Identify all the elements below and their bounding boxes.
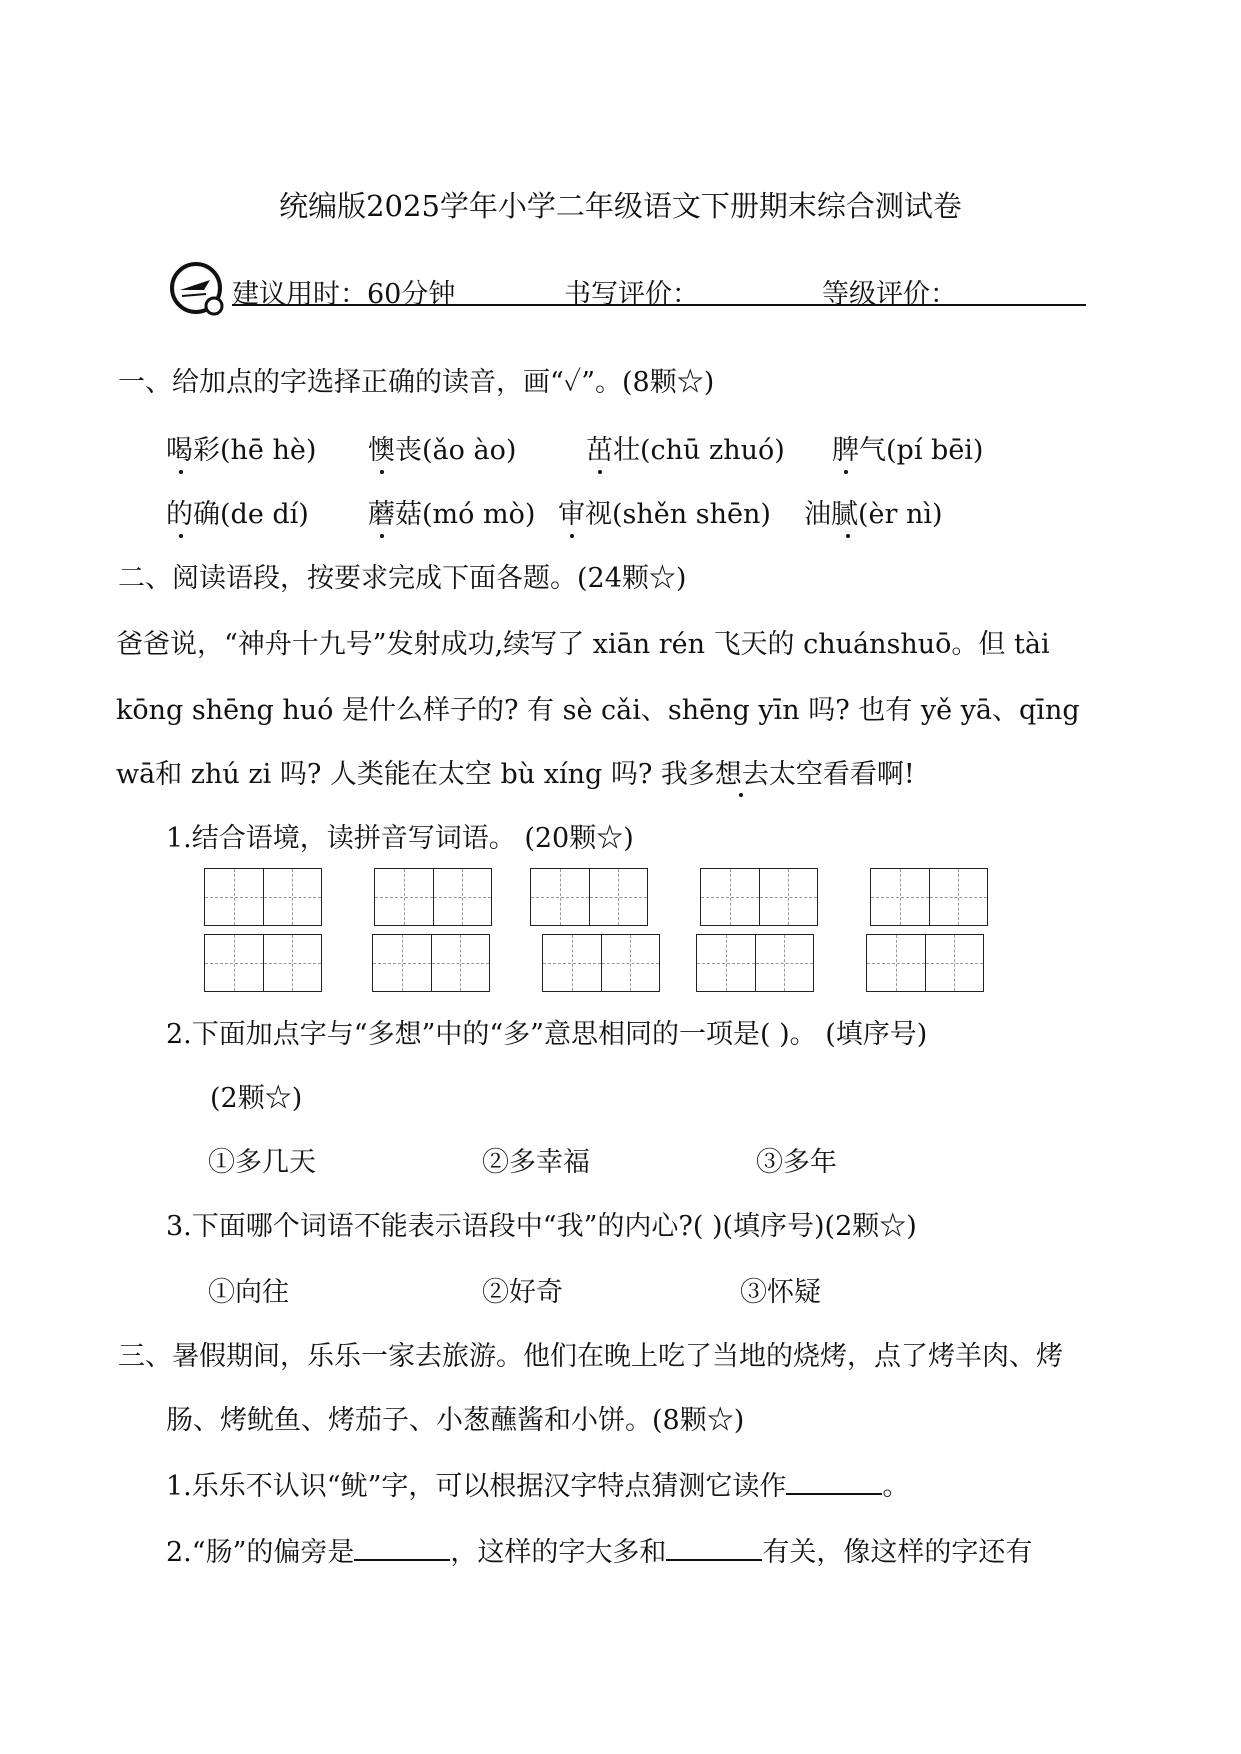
option-item: ②好奇 (482, 1277, 563, 1308)
writing-grid[interactable] (374, 868, 492, 926)
question-3-2 (166, 1530, 1032, 1569)
emphasis-dot (570, 534, 574, 538)
question-2-2: 2.下面加点字与“多想”中的“多”意思相同的一项是( )。 (填序号) (166, 1019, 928, 1050)
option-item: ①多几天 (208, 1147, 316, 1178)
writing-grid[interactable] (866, 934, 984, 992)
writing-grid[interactable] (696, 934, 814, 992)
writing-grid[interactable] (204, 934, 322, 992)
answer-blank[interactable] (786, 1492, 882, 1495)
reading-passage-line: kōng shēng huó 是什么样子的? 有 sè cǎi、shēng yīn 吗? 也有 yě yā、qīng (116, 695, 1080, 726)
pinyin-choice: 脾气(pí bēi) (832, 435, 984, 466)
option-item: ①向往 (208, 1277, 289, 1308)
writing-grid[interactable] (542, 934, 660, 992)
writing-grid[interactable] (700, 868, 818, 926)
writing-grid[interactable] (530, 868, 648, 926)
reading-passage-line: 爸爸说，“神舟十九号”发射成功,续写了 xiān rén 飞天的 chuánshuō。但 tài (116, 629, 1050, 660)
answer-blank[interactable] (666, 1558, 762, 1561)
pinyin-choice: 油腻(èr nì) (804, 499, 943, 530)
emphasis-dot (380, 470, 384, 474)
writing-grid[interactable] (204, 868, 322, 926)
section3-heading: 三、暑假期间，乐乐一家去旅游。他们在晚上吃了当地的烧烤，点了烤羊肉、烤 (118, 1341, 1063, 1372)
question-3-2-end: 有关，像这样的字还有 (762, 1537, 1033, 1568)
pen-clock-logo-icon (170, 260, 226, 316)
pinyin-choice: 懊丧(ǎo ào) (368, 435, 517, 466)
emphasis-dot (179, 470, 183, 474)
question-2-2-score: (2颗☆) (210, 1083, 303, 1114)
emphasis-dot (380, 534, 384, 538)
emphasis-dot (846, 534, 850, 538)
emphasis-dot (598, 470, 602, 474)
answer-blank[interactable] (354, 1558, 450, 1561)
question-3-1 (166, 1464, 909, 1503)
question-3-2-text: 2.“肠”的偏旁是 (166, 1537, 355, 1568)
question-3-1-end: 。 (882, 1471, 910, 1502)
question-2-3: 3.下面哪个词语不能表示语段中“我”的内心?( )(填序号)(2颗☆) (166, 1211, 917, 1242)
option-item: ③怀疑 (740, 1277, 821, 1308)
section1-heading: 一、给加点的字选择正确的读音，画“✓”。(8颗☆) (118, 367, 715, 398)
page-title: 统编版2025学年小学二年级语文下册期末综合测试卷 (279, 189, 962, 223)
writing-grid[interactable] (870, 868, 988, 926)
section3-heading-cont: 肠、烤鱿鱼、烤茄子、小葱蘸酱和小饼。(8颗☆) (166, 1405, 745, 1436)
pinyin-choice: 的确(de dí) (166, 499, 309, 530)
reading-passage-line: wā和 zhú zi 吗? 人类能在太空 bù xíng 吗? 我多想去太空看看啊! (116, 759, 915, 790)
grade-evaluation: 等级评价： (822, 279, 957, 310)
pinyin-choice: 蘑菇(mó mò) (368, 499, 536, 530)
emphasis-dot (179, 534, 183, 538)
emphasis-dot (739, 793, 743, 797)
question-2-1: 1.结合语境，读拼音写词语。 (20颗☆) (166, 823, 634, 854)
section2-heading: 二、阅读语段，按要求完成下面各题。(24颗☆) (118, 563, 687, 594)
writing-evaluation: 书写评价： (564, 279, 699, 310)
option-item: ③多年 (756, 1147, 837, 1178)
question-3-1-text: 1.乐乐不认识“鱿”字，可以根据汉字特点猜测它读作 (166, 1471, 787, 1502)
pinyin-choice: 审视(shěn shēn) (558, 499, 771, 530)
writing-grid[interactable] (372, 934, 490, 992)
question-3-2-mid: ，这样的字大多和 (450, 1537, 667, 1568)
header-underline (232, 304, 1086, 306)
pinyin-choice: 茁壮(chū zhuó) (586, 435, 785, 466)
option-item: ②多幸福 (482, 1147, 590, 1178)
pinyin-choice: 喝彩(hē hè) (166, 435, 317, 466)
suggested-time: 建议用时：60分钟 (232, 279, 456, 310)
emphasis-dot (844, 470, 848, 474)
